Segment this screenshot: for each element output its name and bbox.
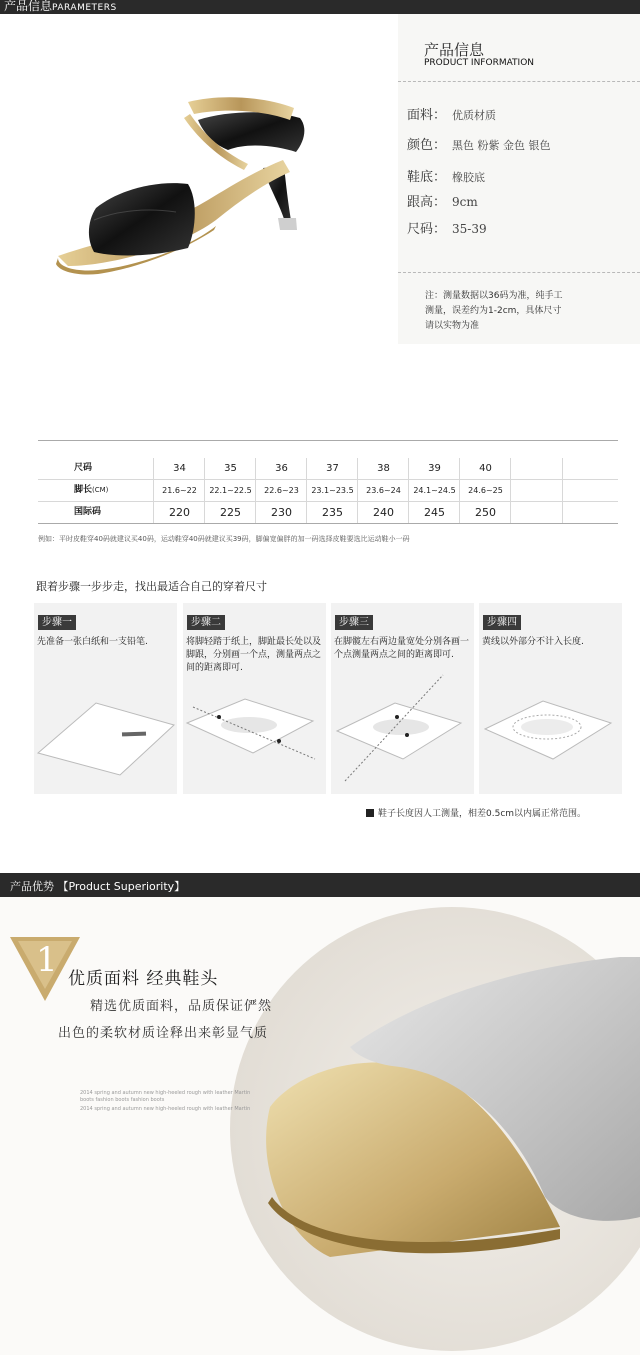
row-label-text: 脚长: [74, 485, 93, 495]
table-cell: 235: [306, 502, 358, 523]
row-label: 尺码: [74, 463, 93, 473]
step-tag: 步骤四: [483, 615, 521, 630]
superiority-header-title: 产品优势 【Product Superiority】: [10, 880, 186, 893]
table-cell-empty: [562, 458, 619, 479]
table-cell: 23.1~23.5: [306, 480, 358, 501]
table-cell: 220: [153, 502, 205, 523]
step-tag: 步骤二: [187, 615, 225, 630]
header-cn: 产品信息: [4, 0, 53, 13]
table-cell: 230: [255, 502, 307, 523]
info-title: 产品信息: [424, 41, 485, 59]
sandal-image: [38, 80, 338, 290]
info-row-material: [407, 104, 496, 123]
step-text: 先准备一张白纸和一支铅笔.: [37, 637, 148, 647]
table-cell: 38: [357, 458, 409, 479]
table-cell: 34: [153, 458, 205, 479]
info-value: 黑色 粉紫 金色 银色: [452, 139, 551, 152]
table-cell: 35: [204, 458, 256, 479]
tiny-caption: boots fashion boots fashion boots: [80, 1097, 165, 1103]
table-cell: 22.6~23: [255, 480, 307, 501]
table-cell-empty: [510, 480, 563, 501]
table-cell-empty: [562, 502, 619, 523]
info-value: 橡胶底: [452, 171, 486, 184]
table-cell: 24.6~25: [459, 480, 511, 501]
step-text: 黄线以外部分不计入长度.: [482, 637, 584, 647]
tiny-caption: 2014 spring and autumn new high-heeled rough with leather Martin: [80, 1090, 251, 1096]
parameters-header-bar: [0, 0, 640, 14]
info-key: 面料：: [407, 108, 447, 123]
info-note: [425, 289, 625, 334]
step-tag: 步骤一: [38, 615, 76, 630]
table-cell: 250: [459, 502, 511, 523]
table-cell-empty: [510, 502, 563, 523]
table-cell-empty: [562, 480, 619, 501]
table-row-size: [38, 458, 618, 480]
step-text: 将脚轻踏于纸上，脚趾最长处以及脚跟，分别画一个点，测量两点之间的距离即可.: [186, 637, 322, 673]
row-label: [38, 480, 153, 501]
info-row-color: [407, 134, 551, 153]
info-row-sole: [407, 166, 485, 185]
outline-illustration: [479, 603, 622, 794]
table-cell: 39: [408, 458, 460, 479]
paper-pencil-illustration: [34, 603, 177, 794]
table-top-line: [38, 440, 618, 441]
square-bullet-icon: [366, 809, 374, 817]
info-key: 跟高：: [407, 195, 447, 210]
info-row-size: [407, 218, 487, 237]
feature-line-1: 精选优质面料，品质保证俨然: [90, 999, 273, 1014]
step-card-1: [34, 603, 177, 794]
foot-measure-illustration: [183, 603, 326, 794]
table-cell: 40: [459, 458, 511, 479]
table-cell: 21.6~22: [153, 480, 205, 501]
product-info-panel: [398, 14, 640, 344]
info-divider: [398, 81, 640, 82]
note-line: 请以实物为准: [425, 321, 480, 331]
step-tag: 步骤三: [335, 615, 373, 630]
steps-title: 跟着步骤一步步走，找出最适合自己的穿着尺寸: [36, 580, 267, 593]
note-line: 测量，误差约为1-2cm，具体尺寸: [425, 306, 562, 316]
table-row-foot-length: [38, 480, 618, 502]
table-cell: 245: [408, 502, 460, 523]
table-cell: 37: [306, 458, 358, 479]
header-en: PARAMETERS: [52, 3, 117, 13]
table-cell: 240: [357, 502, 409, 523]
step-card-2: [183, 603, 326, 794]
step-text: 在脚髋左右两边量宽处分别各画一个点测量两点之间的距离即可.: [334, 637, 470, 660]
feature-title: 优质面料 经典鞋头: [68, 969, 219, 989]
info-key: 鞋底：: [407, 170, 447, 185]
table-row-intl: [38, 502, 618, 524]
size-example-note: 例如：平时皮鞋穿40码就建议买40码，运动鞋穿40码就建议买39码，脚偏宽偏胖的加一码选择皮鞋要选比运动鞋小一码: [38, 535, 410, 543]
table-cell: 36: [255, 458, 307, 479]
info-row-heel: [407, 191, 478, 210]
foot-width-illustration: [331, 603, 474, 794]
info-value: 优质材质: [452, 109, 497, 122]
info-subtitle: PRODUCT INFORMATION: [424, 58, 535, 68]
parameters-header-title: [4, 0, 117, 14]
superiority-header-bar: [0, 873, 640, 897]
table-cell: 22.1~22.5: [204, 480, 256, 501]
info-key: 尺码：: [407, 222, 447, 237]
table-cell: 24.1~24.5: [408, 480, 460, 501]
info-divider: [398, 272, 640, 273]
info-value: 9cm: [452, 195, 478, 209]
feature-line-2: 出色的柔软材质诠释出来彰显气质: [58, 1026, 269, 1041]
tolerance-text: 鞋子长度因人工测量，相差0.5cm以内属正常范围。: [378, 809, 587, 819]
step-card-4: [479, 603, 622, 794]
row-label: 国际码: [74, 507, 102, 517]
info-key: 颜色：: [407, 138, 447, 153]
feature-number: 1: [36, 940, 58, 980]
note-line: 注：测量数据以36码为准，纯手工: [425, 291, 563, 301]
row-label-unit: (CM): [92, 486, 109, 494]
measurement-tolerance-note: [366, 806, 586, 819]
step-card-3: [331, 603, 474, 794]
table-cell-empty: [510, 458, 563, 479]
table-cell: 225: [204, 502, 256, 523]
tiny-caption: 2014 spring and autumn new high-heeled rough with leather Martin: [80, 1106, 251, 1112]
info-value: 35-39: [452, 222, 487, 236]
table-cell: 23.6~24: [357, 480, 409, 501]
